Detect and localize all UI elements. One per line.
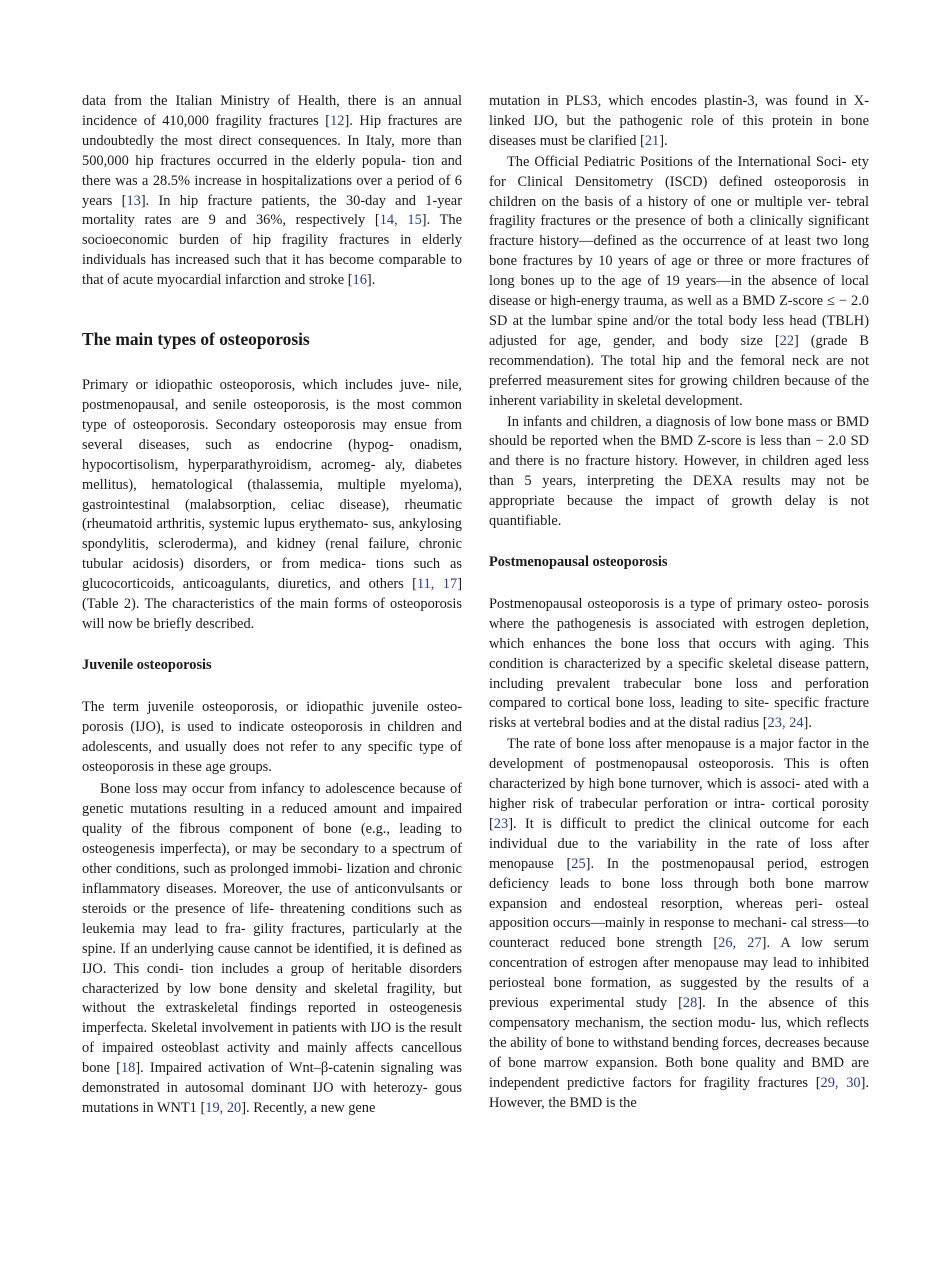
citation-reference[interactable]: 26, 27 bbox=[718, 935, 762, 952]
subsection-heading-juvenile: Juvenile osteoporosis bbox=[82, 656, 212, 673]
infants-paragraph: In infants and children, a diagnosis of low bone mass or BMD should be reported when the BMD Z-score is less than − 2.0 SD and there is no fracture history. However, in children aged less than 5 years, interpreting the DEXA results may not be appropriate because the impact of growth delay is not quantifiable. bbox=[489, 413, 869, 530]
citation-reference[interactable]: 22 bbox=[779, 332, 795, 349]
citation-reference[interactable]: 18 bbox=[120, 1060, 136, 1077]
citation-reference[interactable]: 29, 30 bbox=[820, 1074, 861, 1091]
citation-reference[interactable]: 16 bbox=[352, 272, 367, 289]
subsection-heading-postmenopausal: Postmenopausal osteoporosis bbox=[489, 553, 668, 570]
citation-reference[interactable]: 11, 17 bbox=[416, 576, 458, 593]
juvenile-paragraph-2: Bone loss may occur from infancy to adolescence because of genetic mutations resulting in a reduced amount and impaired quality of the fibrous component of bone (e.g., leading to osteogenesis imperfecta), or may be secondary to a spectrum of other conditions, such as prolonged immobi- lization and chronic inflammatory diseases. Moreover, the use of anticonvulsants or steroids or the presence of life- threatening conditions such as leukemia may lead to fra- gility fractures, particularly at the spine. If an underlying cause cannot be identified, it is defined as IJO. This condi- tion includes a group of heritable disorders characterized by low bone density and skeletal fragility, but without the extraskeletal findings reported in osteogenesis imperfecta. Skeletal involvement in patients with IJO is the result of impaired osteoblast activity and mainly affects cancellous bone [18]. Impaired activation of Wnt–β-catenin signaling was demonstrated in autosomal dominant IJO with heterozy- gous mutations in WNT1 [19, 20]. Recently, a new gene bbox=[82, 781, 462, 1116]
citation-reference[interactable]: 21 bbox=[644, 132, 660, 149]
main-types-paragraph: Primary or idiopathic osteoporosis, which includes juve- nile, postmenopausal, and senile osteoporosis, is the most common type of osteoporosis. Secondary osteoporosis may ensue from several diseases, such as endocrine (hypog- onadism, hypocortisolism, hyperparathyroidism, acromeg- aly, diabetes mellitus), hematological (thalassemia, multiple myeloma), gastrointestinal (malabsorption, celiac disease), rheumatic (rheumatoid arthritis, systemic lupus erythemato- sus, ankylosing spondylitis, scleroderma), and kidney (renal failure, chronic tubular acidosis) disorders, or from medica- tions such as glucocorticoids, anticoagulants, diuretics, and others [11, 17] (Table 2). The characteristics of the main forms of osteoporosis will now be briefly described. bbox=[82, 377, 462, 632]
citation-reference[interactable]: 14, 15 bbox=[379, 212, 422, 229]
left-column bbox=[82, 92, 462, 1119]
juvenile-paragraph-1: The term juvenile osteoporosis, or idiopathic juvenile osteo- porosis (IJO), is used to indicate osteoporosis in children and adolescents, and usually does not refer to any specific type of osteoporosis in these age groups. bbox=[82, 698, 462, 775]
citation-reference[interactable]: 23, 24 bbox=[767, 715, 804, 732]
citation-reference[interactable]: 19, 20 bbox=[205, 1099, 242, 1116]
citation-reference[interactable]: 28 bbox=[682, 995, 698, 1012]
citation-reference[interactable]: 12 bbox=[330, 112, 345, 129]
citation-reference[interactable]: 25 bbox=[571, 855, 586, 872]
section-heading-main-types: The main types of osteoporosis bbox=[82, 329, 310, 350]
citation-reference[interactable]: 13 bbox=[126, 192, 141, 209]
continuation-paragraph: mutation in PLS3, which encodes plastin-3, was found in X-linked IJO, but the pathogenic role of this protein in bone diseases must be clarified [21]. bbox=[489, 93, 869, 149]
citation-reference[interactable]: 23 bbox=[493, 815, 509, 832]
iscd-paragraph: The Official Pediatric Positions of the International Soci- ety for Clinical Densitometry (ISCD) defined osteoporosis in children on the basis of a history of one or multiple ver- tebral fragility fractures or the presence of both a clinically significant fracture history—defined as the occurrence of at least two long bone fractures by 10 years of age or three or more fractures of long bones up to the age of 19 years—in the absence of local disease or high-energy trauma, as well as a BMD Z-score ≤ − 2.0 SD at the lumbar spine and/or the total body less head (TBLH) adjusted for age, gender, and body size [22] (grade B recommendation). The total hip and the femoral neck are not preferred measurement sites for growing children because of the inherent variability in skeletal development. bbox=[489, 153, 869, 409]
right-column bbox=[489, 92, 869, 1114]
postmenopausal-paragraph-2: The rate of bone loss after menopause is a major factor in the development of postmenopausal osteoporosis. This is often characterized by high bone turnover, which is associ- ated with a higher risk of trabecular perforation or intra- cortical porosity [23]. It is difficult to predict the clinical outcome for each individual due to the variability in the rate of loss after menopause [25]. In the postmenopausal period, estrogen deficiency leads to bone loss through both bone marrow expansion and endosteal resorption, whereas peri- osteal apposition occurs—mainly in response to mechani- cal stress—to counteract reduced bone strength [26, 27]. A low serum concentration of estrogen after menopause may lead to inhibited periosteal bone formation, as suggested by the results of a previous experimental study [28]. In the absence of this compensatory mechanism, the section modu- lus, which reflects the ability of bone to withstand bending forces, decreases because of bone marrow expansion. Both bone quality and BMD are independent predictive factors for fragility fractures [29, 30]. However, the BMD is the bbox=[489, 736, 869, 1111]
postmenopausal-paragraph-1: Postmenopausal osteoporosis is a type of primary osteo- porosis where the pathogenesis is associated with estrogen depletion, which enhances the bone loss that occurs with aging. This condition is characterized by a specific skeletal disease pattern, including prevalent trabecular bone loss and perforation compared to cortical bone loss, leading to site- specific fracture risks at vertebral bodies and at the distal radius [23, 24]. bbox=[489, 595, 869, 732]
intro-paragraph: data from the Italian Ministry of Health, there is an annual incidence of 410,000 fragility fractures [12]. Hip fractures are undoubtedly the most direct consequences. In Italy, more than 500,000 hip fractures occurred in the elderly popula- tion and there was a 28.5% increase in hospitalizations over a period of 6 years [13]. In hip fracture patients, the 30-day and 1-year mortality rates are 9 and 36%, respectively [14, 15]. The socioeconomic burden of hip fragility fractures in elderly individuals has increased such that it has become comparable to that of acute myocardial infarction and stroke [16]. bbox=[82, 93, 463, 289]
